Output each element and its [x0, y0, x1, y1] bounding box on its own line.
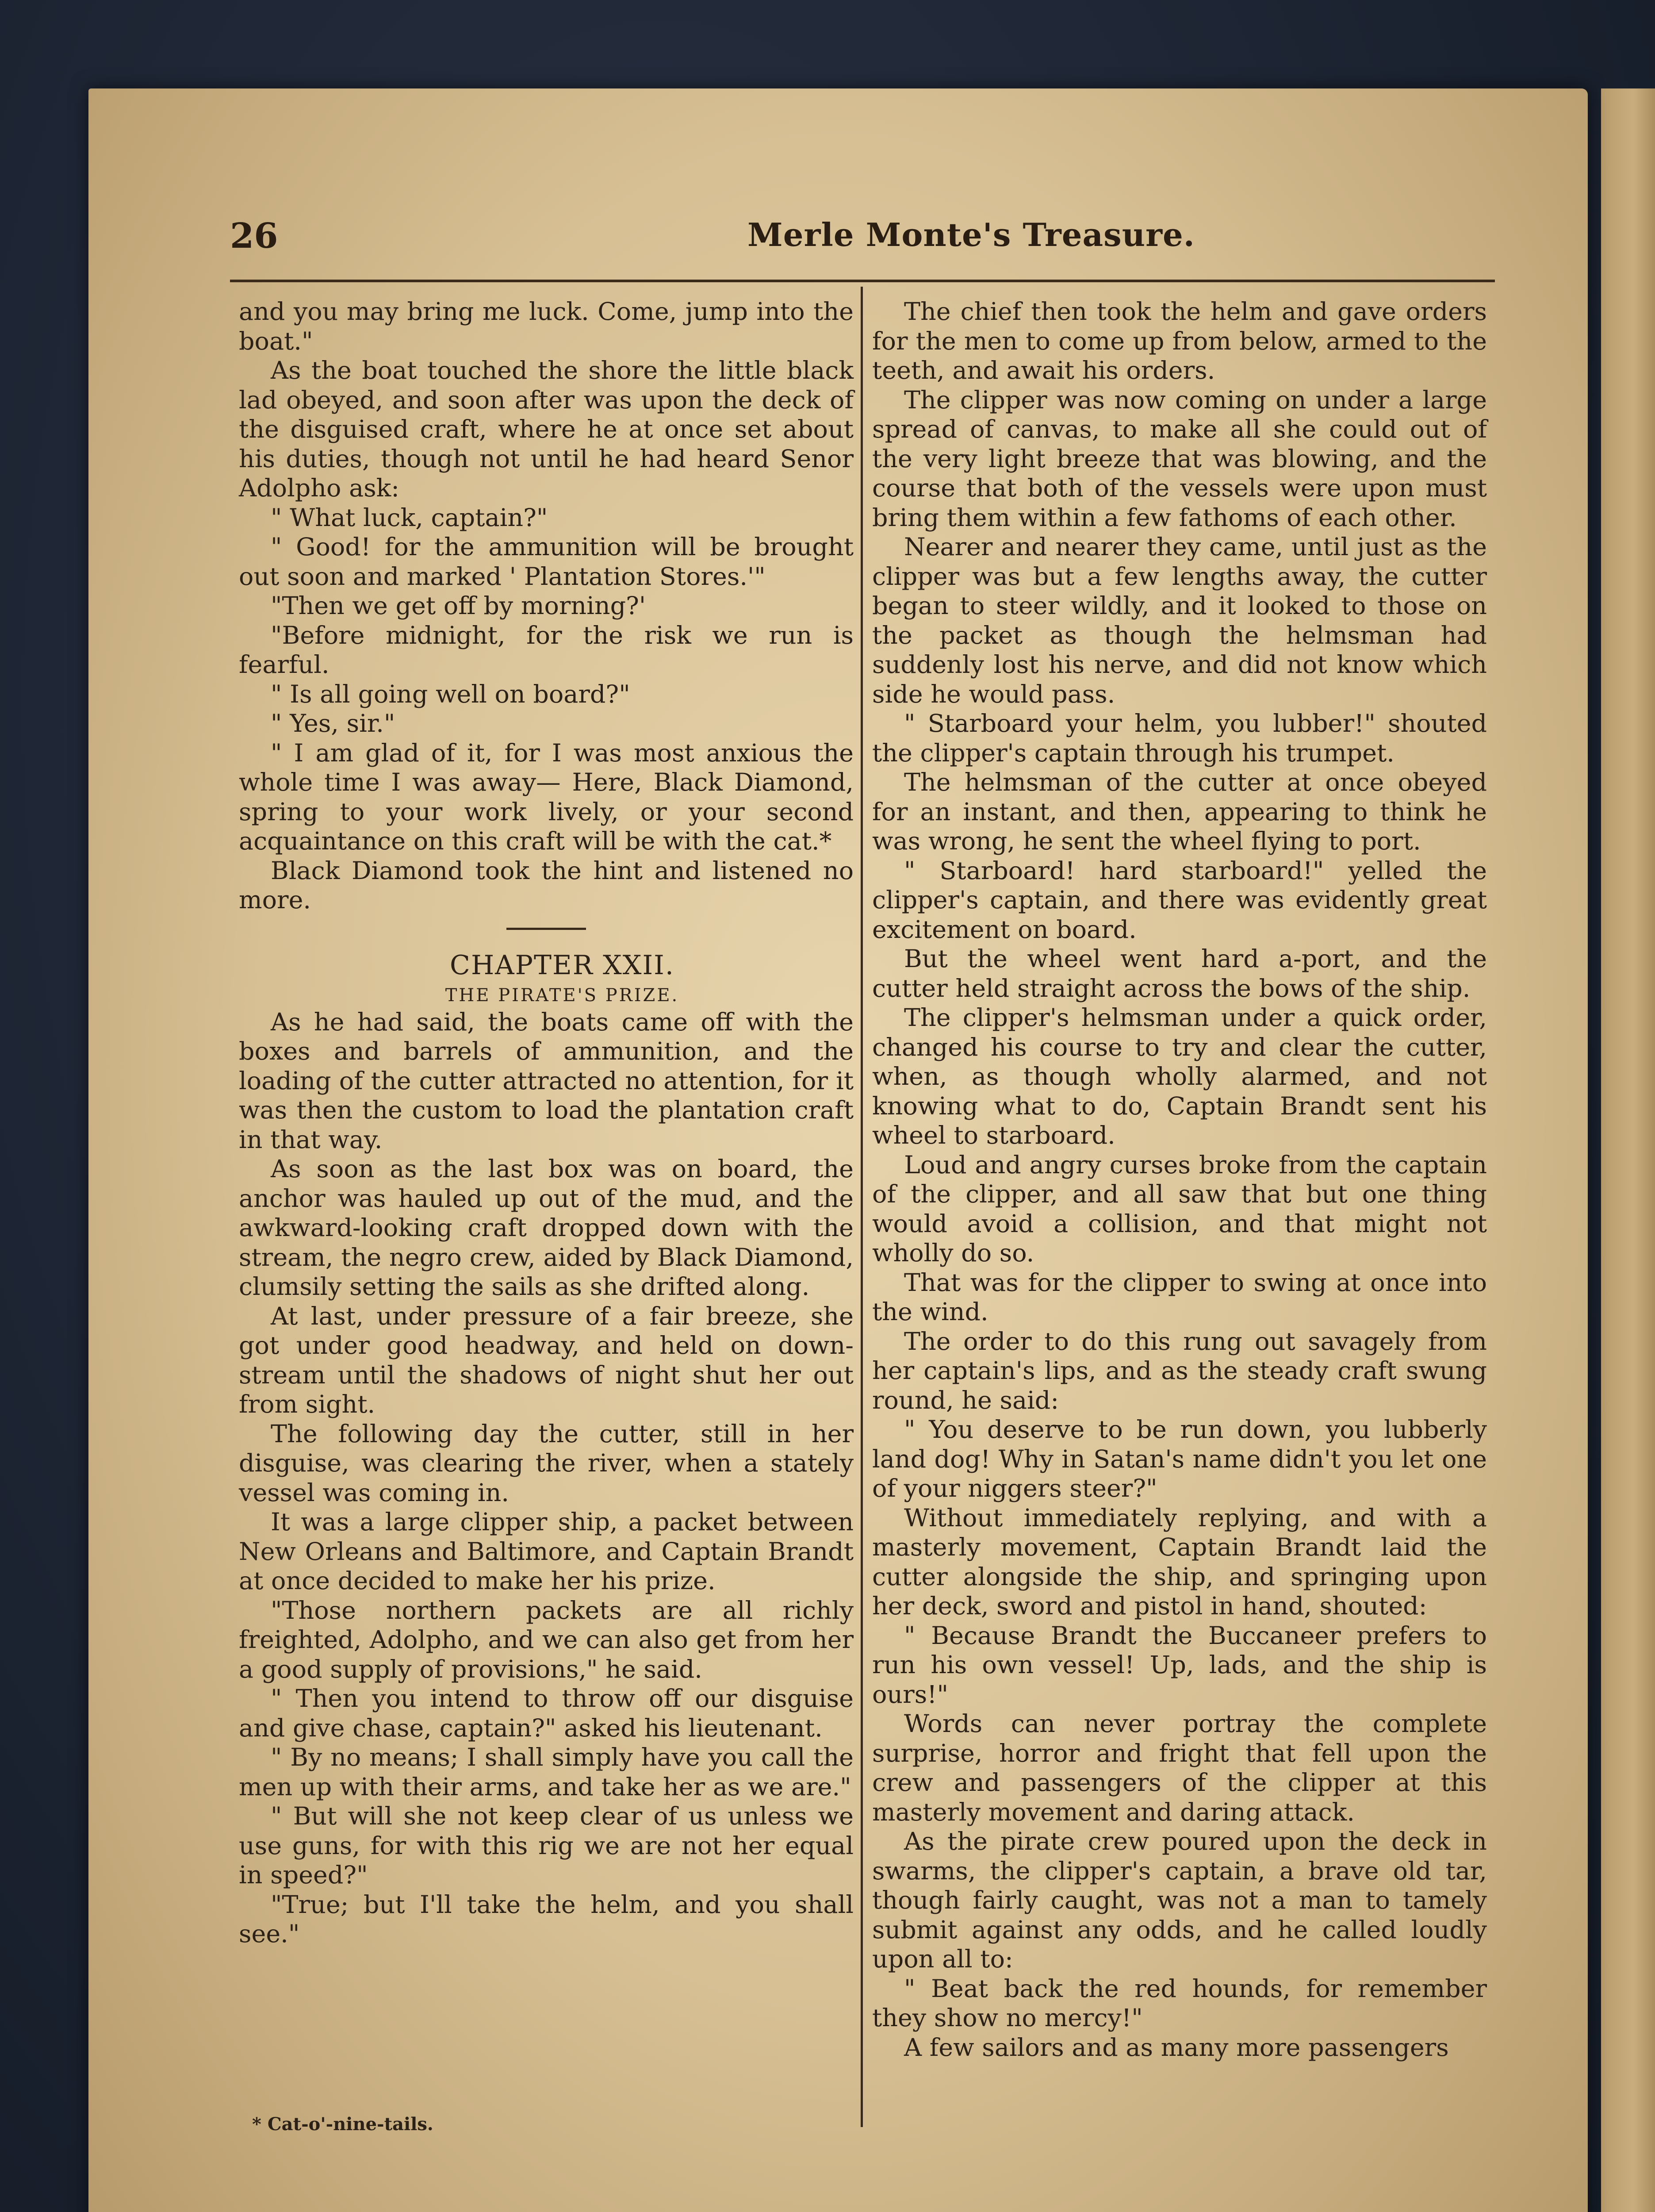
- paragraph: Words can never portray the complete surprise, horror and fright that fell upon the crew and passengers of the clipper at this masterly movement and daring attack.: [872, 1709, 1487, 1827]
- paragraph: "Those northern packets are all richly freighted, Adolpho, and we can also get from her a good supply of provisions," he said.: [239, 1596, 854, 1684]
- right-column: [872, 297, 1487, 2062]
- header-rule: [230, 280, 1495, 282]
- paragraph: The following day the cutter, still in her disguise, was clearing the river, when a stately vessel was coming in.: [239, 1419, 854, 1507]
- paragraph: The order to do this rung out savagely from her captain's lips, and as the steady craft swung round, he said:: [872, 1327, 1487, 1415]
- paragraph: " Starboard your helm, you lubber!" shouted the clipper's captain through his trumpet.: [872, 709, 1487, 768]
- paragraph: " Because Brandt the Buccaneer prefers to run his own vessel! Up, lads, and the ship is ours!": [872, 1621, 1487, 1709]
- paragraph: " Good! for the ammunition will be brought out soon and marked ' Plantation Stores.'": [239, 533, 854, 591]
- paragraph: " Starboard! hard starboard!" yelled the clipper's captain, and there was evidently great excitement on board.: [872, 856, 1487, 944]
- paragraph: But the wheel went hard a-port, and the cutter held straight across the bows of the ship.: [872, 945, 1487, 1003]
- page-number: 26: [230, 216, 278, 256]
- paragraph: and you may bring me luck. Come, jump into the boat.": [239, 297, 854, 356]
- paragraph: The helmsman of the cutter at once obeyed for an instant, and then, appearing to think he was wrong, he sent the wheel flying to port.: [872, 768, 1487, 856]
- left-column: [239, 297, 854, 1949]
- paragraph: " By no means; I shall simply have you call the men up with their arms, and take her as we are.": [239, 1743, 854, 1801]
- page-header: [230, 216, 1504, 278]
- paragraph: Black Diamond took the hint and listened no more.: [239, 856, 854, 914]
- paragraph: "Before midnight, for the risk we run is fearful.: [239, 621, 854, 679]
- paragraph: It was a large clipper ship, a packet between New Orleans and Baltimore, and Captain Brandt at once decided to make her his prize.: [239, 1508, 854, 1595]
- paragraph: Nearer and nearer they came, until just as the clipper was but a few lengths away, the cutter began to steer wildly, and it looked to those on the packet as though the helmsman had suddenly lost his nerve, and did not know which side he would pass.: [872, 533, 1487, 709]
- paragraph: At last, under pressure of a fair breeze, she got under good headway, and held on down-stream until the shadows of night shut her out from sight.: [239, 1302, 854, 1419]
- chapter-heading: CHAPTER XXII.: [450, 949, 674, 981]
- paragraph: " You deserve to be run down, you lubberly land dog! Why in Satan's name didn't you let one of your niggers steer?": [872, 1415, 1487, 1503]
- section-divider: [506, 928, 586, 930]
- paragraph: "True; but I'll take the helm, and you shall see.": [239, 1890, 854, 1948]
- paragraph: The chief then took the helm and gave orders for the men to come up from below, armed to the teeth, and await his orders.: [872, 297, 1487, 385]
- paragraph: " Beat back the red hounds, for remember they show no mercy!": [872, 1974, 1487, 2032]
- chapter-subtitle: THE PIRATE'S PRIZE.: [445, 985, 679, 1006]
- paragraph: " But will she not keep clear of us unless we use guns, for with this rig we are not her equal in speed?": [239, 1802, 854, 1889]
- paragraph: Loud and angry curses broke from the captain of the clipper, and all saw that but one thing would avoid a collision, and that might not wholly do so.: [872, 1150, 1487, 1267]
- paragraph: A few sailors and as many more passengers: [904, 2033, 1449, 2062]
- paragraph: As the boat touched the shore the little black lad obeyed, and soon after was upon the deck of the disguised craft, where he at once set about his duties, though not until he had heard Senor Adolpho ask:: [239, 356, 854, 503]
- paragraph: "Then we get off by morning?': [271, 591, 646, 620]
- paragraph: As the pirate crew poured upon the deck in swarms, the clipper's captain, a brave old tar, though fairly caught, was not a man to tamely submit against any odds, and he called loudly upon all to:: [872, 1827, 1487, 1974]
- paragraph: As soon as the last box was on board, the anchor was hauled up out of the mud, and the awkward-looking craft dropped down with the stream, the negro crew, aided by Black Diamond, clumsily setting the sails as she drifted along.: [239, 1155, 854, 1301]
- running-title: Merle Monte's Treasure.: [747, 216, 1195, 253]
- column-divider: [861, 287, 863, 2127]
- paragraph: " Yes, sir.": [271, 709, 395, 738]
- paragraph: The clipper was now coming on under a large spread of canvas, to make all she could out of the very light breeze that was blowing, and the course that both of the vessels were upon must bring them within a few fathoms of each other.: [872, 385, 1487, 532]
- paragraph: Without immediately replying, and with a masterly movement, Captain Brandt laid the cutter alongside the ship, and springing upon her deck, sword and pistol in hand, shouted:: [872, 1503, 1487, 1621]
- paragraph: " I am glad of it, for I was most anxious the whole time I was away— Here, Black Diamond, spring to your work lively, or your second acquaintance on this craft will be with the cat.*: [239, 738, 854, 856]
- footnote: * Cat-o'-nine-tails.: [252, 2114, 433, 2135]
- paragraph: As he had said, the boats came off with the boxes and barrels of ammunition, and the loading of the cutter attracted no attention, for it was then the custom to load the plantation craft in that way.: [239, 1007, 854, 1154]
- paragraph: " What luck, captain?": [271, 503, 548, 532]
- paragraph: That was for the clipper to swing at once into the wind.: [872, 1268, 1487, 1326]
- paragraph: " Is all going well on board?": [271, 680, 630, 709]
- paragraph: The clipper's helmsman under a quick order, changed his course to try and clear the cutter, when, as though wholly alarmed, and not knowing what to do, Captain Brandt sent his wheel to starboard.: [872, 1003, 1487, 1150]
- paragraph: " Then you intend to throw off our disguise and give chase, captain?" asked his lieutenant.: [239, 1684, 854, 1743]
- adjacent-page-edge: [1601, 88, 1655, 2212]
